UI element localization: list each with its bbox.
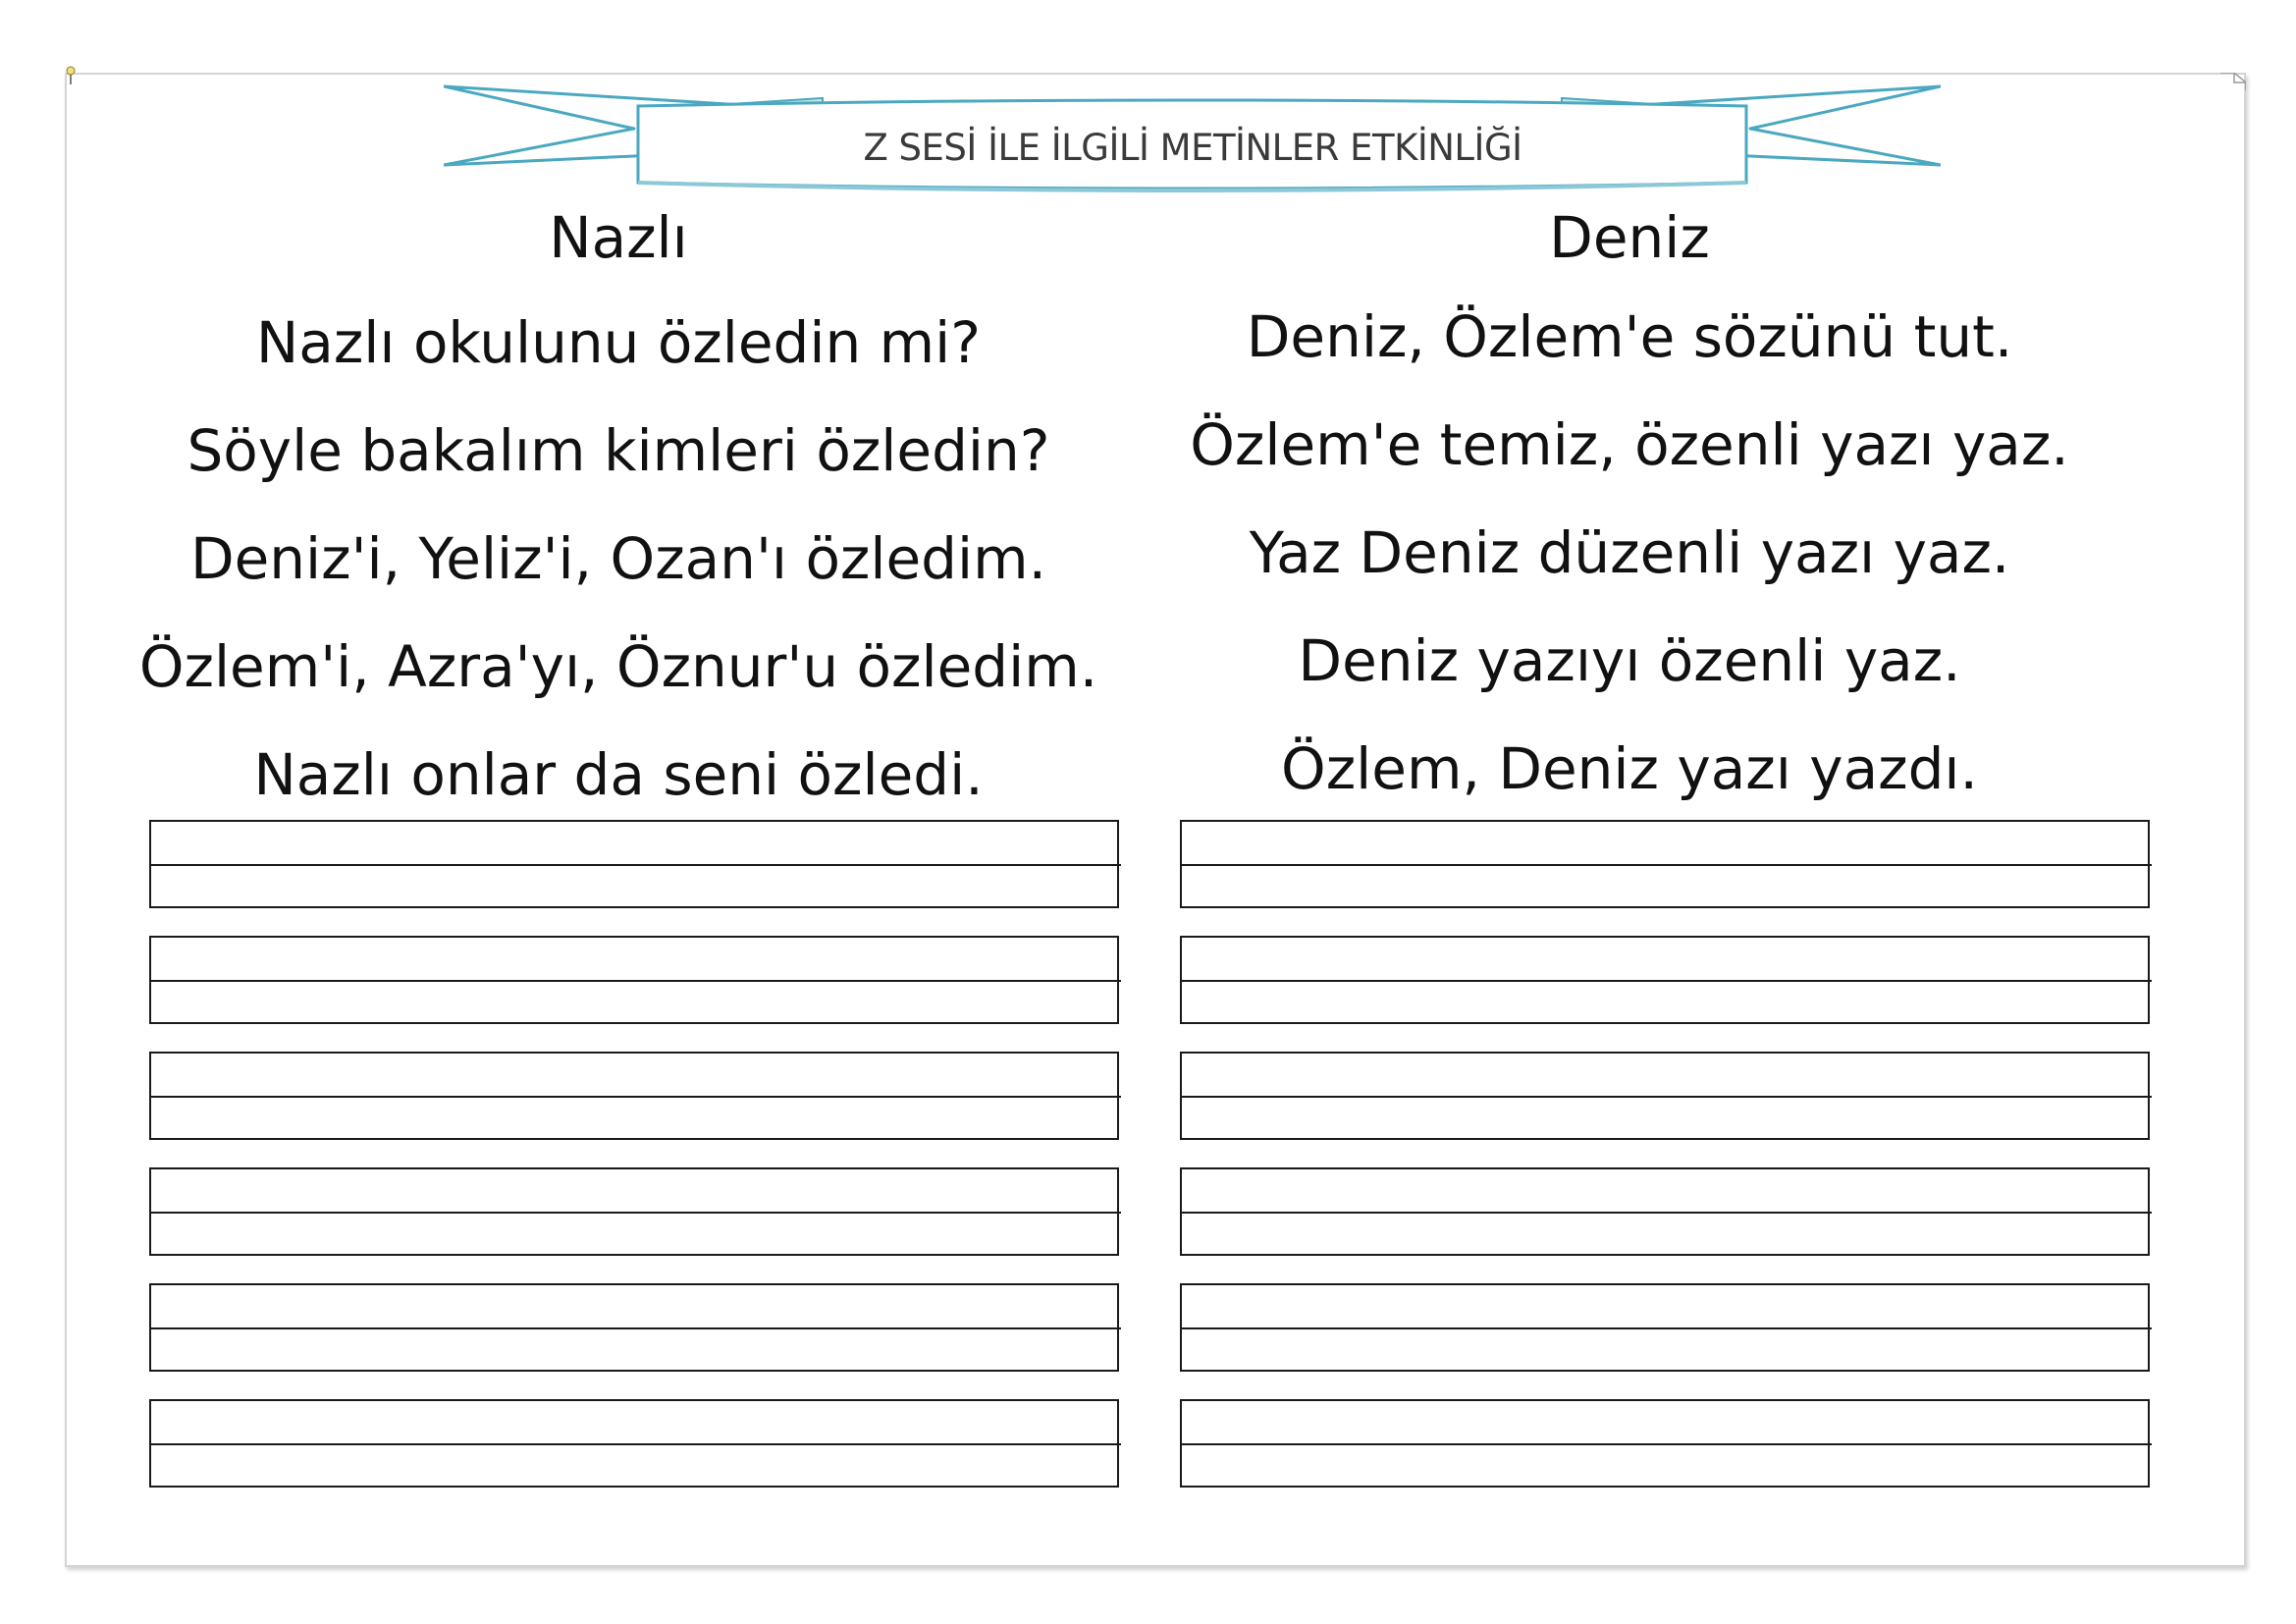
poem-line: Özlem'i, Azra'yı, Öznur'u özledim. [138,633,1098,700]
poem-line: Nazlı okulunu özledin mi? [255,309,982,376]
writing-guide-line [1182,1327,2152,1329]
writing-row[interactable] [149,1399,1119,1488]
writing-guide-line [1182,864,2152,866]
writing-row[interactable] [1180,1052,2150,1140]
writing-row[interactable] [1180,1283,2150,1372]
page-corner-fold-icon [2220,73,2246,90]
writing-guide-line [1182,1096,2152,1098]
poem-title: Deniz [1549,204,1710,271]
writing-row[interactable] [149,1283,1119,1372]
writing-row[interactable] [1180,936,2150,1024]
writing-guide-line [151,1327,1121,1329]
writing-guide-line [1182,1212,2152,1214]
right-poem [1139,192,2120,823]
poem-title: Nazlı [549,204,688,271]
left-poem [128,192,1109,829]
worksheet-title: Z SESİ İLE İLGİLİ METİNLER ETKİNLİĞİ [863,126,1522,169]
poem-line: Nazlı onlar da seni özledi. [253,741,984,808]
writing-row[interactable] [1180,1167,2150,1256]
writing-guide-line [151,1443,1121,1445]
writing-row[interactable] [149,1052,1119,1140]
writing-row[interactable] [149,1167,1119,1256]
writing-guide-line [1182,980,2152,982]
writing-guide-line [1182,1443,2152,1445]
poem-line: Deniz'i, Yeliz'i, Ozan'ı özledim. [189,525,1047,592]
writing-guide-line [151,1212,1121,1214]
writing-row[interactable] [1180,1399,2150,1488]
poem-line: Deniz yazıyı özenli yaz. [1298,627,1961,694]
poem-line: Özlem, Deniz yazı yazdı. [1281,735,1978,802]
pushpin-icon [65,65,77,86]
left-writing-area [149,820,1121,1515]
writing-guide-line [151,864,1121,866]
writing-row[interactable] [149,936,1119,1024]
writing-guide-line [151,1096,1121,1098]
writing-guide-line [151,980,1121,982]
poem-line: Özlem'e temiz, özenli yazı yaz. [1190,411,2069,478]
writing-row[interactable] [149,820,1119,908]
poem-line: Söyle bakalım kimleri özledin? [187,417,1050,484]
right-writing-area [1180,820,2152,1515]
poem-line: Deniz, Özlem'e sözünü tut. [1246,303,2013,370]
writing-row[interactable] [1180,820,2150,908]
poem-line: Yaz Deniz düzenli yazı yaz. [1249,519,2010,586]
